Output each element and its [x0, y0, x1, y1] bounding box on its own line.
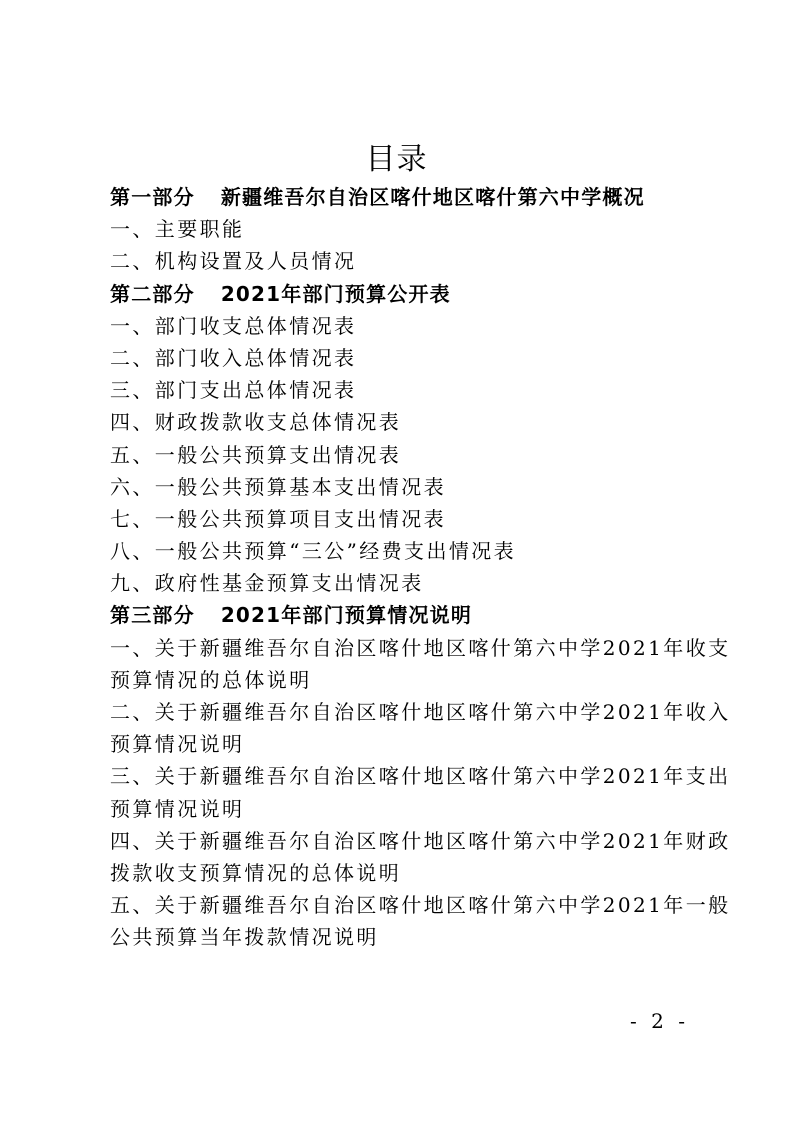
toc-item: 三、关于新疆维吾尔自治区喀什地区喀什第六中学2021年支出	[110, 764, 731, 789]
toc-item: 九、政府性基金预算支出情况表	[110, 571, 424, 596]
toc-item: 八、一般公共预算“三公”经费支出情况表	[110, 539, 517, 564]
part-heading-text: 2021年部门预算情况说明	[220, 603, 473, 628]
toc-item: 二、机构设置及人员情况	[110, 249, 357, 274]
toc-item: 三、部门支出总体情况表	[110, 378, 357, 403]
page-title: 目录	[365, 142, 428, 177]
toc-item: 六、一般公共预算基本支出情况表	[110, 474, 446, 499]
toc-item: 一、主要职能	[110, 217, 245, 242]
table-of-contents	[110, 181, 731, 954]
toc-item-continuation: 拨款收支预算情况的总体说明	[110, 860, 402, 885]
toc-item: 五、关于新疆维吾尔自治区喀什地区喀什第六中学2021年一般	[110, 893, 731, 918]
toc-item: 二、关于新疆维吾尔自治区喀什地区喀什第六中学2021年收入	[110, 700, 731, 724]
toc-item: 七、一般公共预算项目支出情况表	[110, 506, 446, 531]
toc-item: 二、部门收入总体情况表	[110, 345, 357, 370]
toc-item-continuation: 预算情况说明	[110, 796, 245, 821]
part-heading	[110, 181, 710, 213]
toc-item: 四、关于新疆维吾尔自治区喀什地区喀什第六中学2021年财政	[110, 828, 731, 853]
toc-item-continuation: 预算情况的总体说明	[110, 667, 312, 692]
part-heading-prefix: 第三部分	[110, 603, 195, 628]
part-heading-text: 新疆维吾尔自治区喀什地区喀什第六中学概况	[220, 185, 645, 209]
page-number: - 2 -	[630, 1009, 689, 1033]
toc-item: 五、一般公共预算支出情况表	[110, 442, 402, 467]
part-heading	[110, 278, 710, 310]
part-heading-text: 2021年部门预算公开表	[220, 281, 451, 306]
toc-item-continuation: 预算情况说明	[110, 732, 245, 757]
part-heading-prefix: 第一部分	[110, 185, 195, 209]
toc-item: 一、关于新疆维吾尔自治区喀什地区喀什第六中学2021年收支	[110, 635, 731, 660]
toc-item: 四、财政拨款收支总体情况表	[110, 410, 402, 435]
toc-item-continuation: 公共预算当年拨款情况说明	[110, 925, 379, 950]
toc-item: 一、部门收支总体情况表	[110, 313, 357, 338]
part-heading	[110, 599, 710, 631]
part-heading-prefix: 第二部分	[110, 281, 195, 306]
